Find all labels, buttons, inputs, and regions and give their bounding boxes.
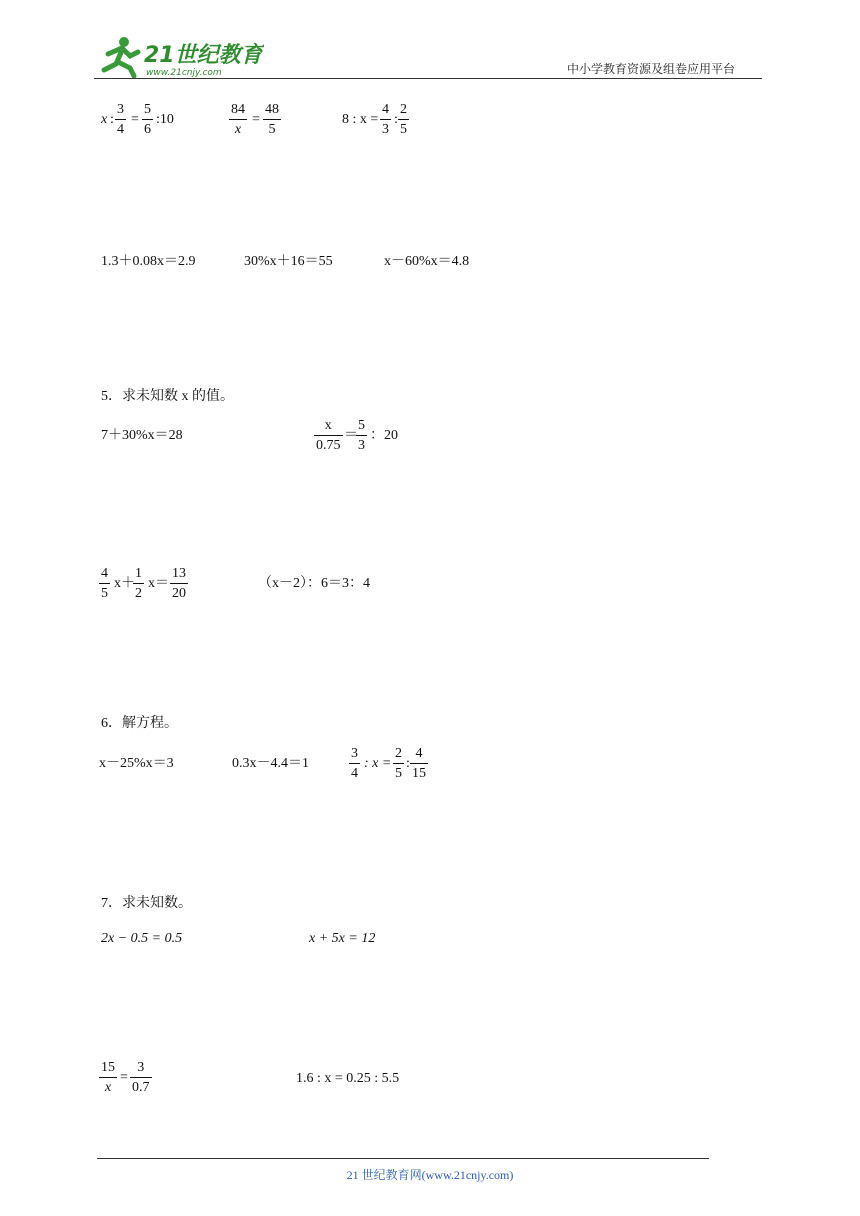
site-logo	[94, 34, 264, 78]
numerator: 5	[358, 418, 365, 433]
q6-eq1: x－25%x＝3	[99, 756, 174, 771]
runner-icon	[104, 37, 138, 76]
header-divider	[94, 78, 762, 79]
eq-b1-3-frac2	[398, 101, 409, 138]
eq-b1-1-frac1	[115, 101, 126, 138]
denominator: 3	[358, 438, 365, 453]
eq-b1-2-equals: =	[252, 112, 260, 127]
denominator: 3	[382, 122, 389, 137]
q5-eq3-frac2	[133, 565, 144, 602]
q7-eq3-frac2	[130, 1059, 152, 1096]
q5-eq3-frac1	[99, 565, 110, 602]
q7-eq1: 2x − 0.5 = 0.5	[101, 931, 183, 946]
q7-eq3-equals: =	[120, 1070, 128, 1085]
q5-eq2-frac1	[314, 417, 343, 454]
denominator: 2	[135, 586, 142, 601]
logo-text: 21世纪教育	[144, 43, 263, 68]
denominator: x	[234, 122, 242, 137]
denominator: 5	[101, 586, 108, 601]
denominator: 20	[172, 586, 186, 601]
eq-b1-3-frac1	[380, 101, 391, 138]
numerator: 48	[265, 102, 279, 117]
eq-b1-2-frac1	[229, 101, 247, 138]
denominator: 5	[395, 766, 402, 781]
numerator: 3	[351, 746, 358, 761]
logo-url: www.21cnjy.com	[146, 68, 222, 78]
eq-b1-1-colon: :	[110, 112, 114, 127]
q5-eq3-eq: x＝	[148, 576, 169, 591]
denominator: 4	[351, 766, 358, 781]
eq-b1-3-head: 8 : x =	[342, 112, 379, 127]
q7-eq3-frac1	[99, 1059, 117, 1096]
q5-eq3-mid: x＋	[114, 576, 135, 591]
q6-eq3-mid: : x =	[364, 756, 392, 771]
denominator: 15	[412, 766, 426, 781]
denominator: 4	[117, 122, 124, 137]
question-5-title: 5．求未知数 x 的值。	[101, 389, 234, 404]
denominator: 0.75	[316, 438, 341, 453]
q7-eq4: 1.6 : x = 0.25 : 5.5	[296, 1071, 400, 1086]
eq-b2-2: 30%x＋16＝55	[244, 254, 333, 269]
q6-eq3-frac1	[349, 745, 360, 782]
eq-b1-1-var: x	[101, 112, 108, 127]
q7-eq2: x + 5x = 12	[309, 931, 376, 946]
q6-eq3-frac2	[393, 745, 404, 782]
numerator: 2	[395, 746, 402, 761]
q6-eq2: 0.3x－4.4＝1	[232, 756, 309, 771]
header-slogan: 中小学教育资源及组卷应用平台	[567, 62, 736, 76]
numerator: 15	[101, 1060, 115, 1075]
question-6-title: 6．解方程。	[101, 716, 178, 731]
denominator: 5	[400, 122, 407, 137]
eq-b1-1-equals: =	[131, 112, 139, 127]
eq-b1-1-frac2	[142, 101, 153, 138]
numerator: 13	[172, 566, 186, 581]
numerator: 4	[415, 746, 423, 761]
numerator: 5	[144, 102, 151, 117]
numerator: 3	[117, 102, 124, 117]
q6-eq3-frac3	[410, 745, 428, 782]
footer-divider	[97, 1158, 709, 1159]
eq-b2-3: x－60%x＝4.8	[384, 254, 470, 269]
denominator: 6	[144, 122, 151, 137]
denominator: x	[104, 1080, 112, 1095]
question-7-title: 7．求未知数。	[101, 896, 192, 911]
numerator: 4	[382, 102, 389, 117]
footer-link[interactable]: 21 世纪教育网(www.21cnjy.com)	[346, 1168, 514, 1182]
eq-b2-1: 1.3＋0.08x＝2.9	[101, 254, 196, 269]
eq-b1-1-tail: :10	[156, 112, 174, 127]
q5-eq3-frac3	[170, 565, 188, 602]
eq-b1-3-colon: :	[394, 112, 398, 127]
denominator: 0.7	[132, 1080, 150, 1095]
numerator: 84	[231, 102, 245, 117]
q6-eq3-colon: :	[406, 756, 410, 771]
denominator: 5	[268, 122, 276, 137]
numerator: 1	[135, 566, 142, 581]
q5-eq2-tail: ：20	[370, 428, 398, 443]
q5-eq2-equals: ＝	[344, 428, 358, 443]
numerator: 3	[137, 1060, 145, 1075]
eq-b1-2-frac2	[263, 101, 281, 138]
q5-eq2-frac2	[356, 417, 367, 454]
q5-eq1: 7＋30%x＝28	[101, 428, 183, 443]
numerator: x	[324, 418, 332, 433]
numerator: 4	[101, 566, 108, 581]
numerator: 2	[400, 102, 407, 117]
q5-eq4: （x－2）：6＝3：4	[258, 576, 370, 591]
